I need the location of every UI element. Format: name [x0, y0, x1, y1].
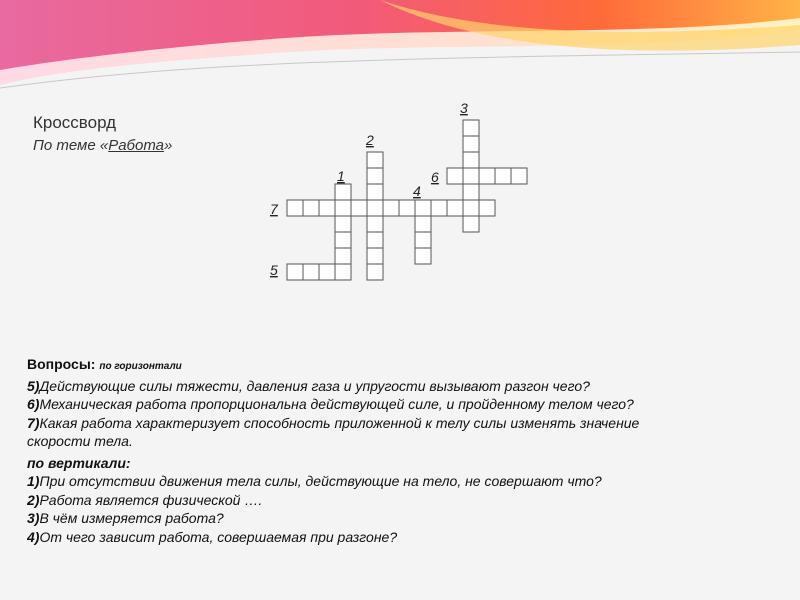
- crossword-cell[interactable]: [367, 152, 383, 168]
- subtitle-prefix: По теме «: [33, 137, 109, 154]
- clue-number-2: 2: [366, 132, 374, 148]
- crossword-cell[interactable]: [383, 200, 399, 216]
- crossword-cell[interactable]: [415, 200, 431, 216]
- crossword-cell[interactable]: [463, 152, 479, 168]
- clue-number-1: 1: [337, 168, 345, 184]
- crossword-cell[interactable]: [335, 264, 351, 280]
- crossword-cell[interactable]: [319, 200, 335, 216]
- across-clue-7-continued: скорости тела.: [27, 433, 133, 449]
- down-clue-1: 1)При отсутствии движения тела силы, действующие на тело, не совершают что?: [27, 473, 602, 489]
- crossword-cell[interactable]: [367, 200, 383, 216]
- crossword-cell[interactable]: [415, 232, 431, 248]
- crossword-cell[interactable]: [335, 200, 351, 216]
- down-clue-2: 2)Работа является физической ….: [27, 491, 263, 508]
- crossword-cell[interactable]: [479, 200, 495, 216]
- crossword-cell[interactable]: [511, 168, 527, 184]
- subtitle-topic: Работа: [108, 137, 164, 154]
- crossword-cell[interactable]: [415, 248, 431, 264]
- clue-number-7: 7: [270, 201, 278, 217]
- across-clue-5: 5)Действующие силы тяжести, давления газа и упругости вызывают разгон чего?: [27, 377, 590, 394]
- crossword-cell[interactable]: [303, 200, 319, 216]
- crossword-cell[interactable]: [367, 232, 383, 248]
- crossword-cell[interactable]: [367, 264, 383, 280]
- crossword-cell[interactable]: [447, 168, 463, 184]
- crossword-cell[interactable]: [431, 200, 447, 216]
- crossword-cell[interactable]: [463, 200, 479, 216]
- crossword-cell[interactable]: [335, 248, 351, 264]
- crossword-cell[interactable]: [495, 168, 511, 184]
- crossword-cell[interactable]: [367, 216, 383, 232]
- crossword-cell[interactable]: [319, 264, 335, 280]
- questions-header-line: [27, 355, 800, 377]
- crossword-cells: [287, 120, 527, 280]
- crossword-cell[interactable]: [335, 232, 351, 248]
- crossword-cell[interactable]: [479, 168, 495, 184]
- crossword-cell[interactable]: [463, 184, 479, 200]
- down-label: по вертикали:: [27, 454, 131, 471]
- crossword-cell[interactable]: [335, 184, 351, 200]
- crossword-cell[interactable]: [463, 216, 479, 232]
- clue-number-5: 5: [270, 262, 278, 278]
- crossword-cell[interactable]: [415, 216, 431, 232]
- questions-heading: Вопросы:: [27, 356, 96, 372]
- crossword-cell[interactable]: [287, 264, 303, 280]
- crossword-cell[interactable]: [367, 248, 383, 264]
- crossword-cell[interactable]: [351, 200, 367, 216]
- crossword-cell[interactable]: [447, 200, 463, 216]
- down-clue-3: 3)В чём измеряется работа?: [27, 510, 224, 526]
- questions-block: [27, 355, 800, 546]
- across-clue-7: 7)Какая работа характеризует способность приложенной к телу силы изменять значение: [27, 414, 640, 431]
- clue-number-6: 6: [431, 169, 439, 185]
- down-clue-4: 4)От чего зависит работа, совершаемая при разгоне?: [27, 528, 398, 545]
- across-label: по горизонтали: [99, 361, 182, 372]
- clue-number-3: 3: [460, 100, 468, 116]
- page-title: Кроссворд: [33, 113, 117, 132]
- down-label-line: [27, 454, 800, 473]
- subtitle-suffix: »: [163, 137, 173, 154]
- crossword-cell[interactable]: [335, 216, 351, 232]
- crossword-cell[interactable]: [463, 136, 479, 152]
- crossword-cell[interactable]: [367, 168, 383, 184]
- crossword-cell[interactable]: [287, 200, 303, 216]
- crossword-cell[interactable]: [399, 200, 415, 216]
- across-clue-6: 6)Механическая работа пропорциональна действующей силе, и пройденному телом чего?: [27, 396, 634, 412]
- clue-number-4: 4: [413, 183, 421, 199]
- crossword-cell[interactable]: [463, 120, 479, 136]
- crossword-cell[interactable]: [303, 264, 319, 280]
- crossword-cell[interactable]: [463, 168, 479, 184]
- crossword-cell[interactable]: [367, 184, 383, 200]
